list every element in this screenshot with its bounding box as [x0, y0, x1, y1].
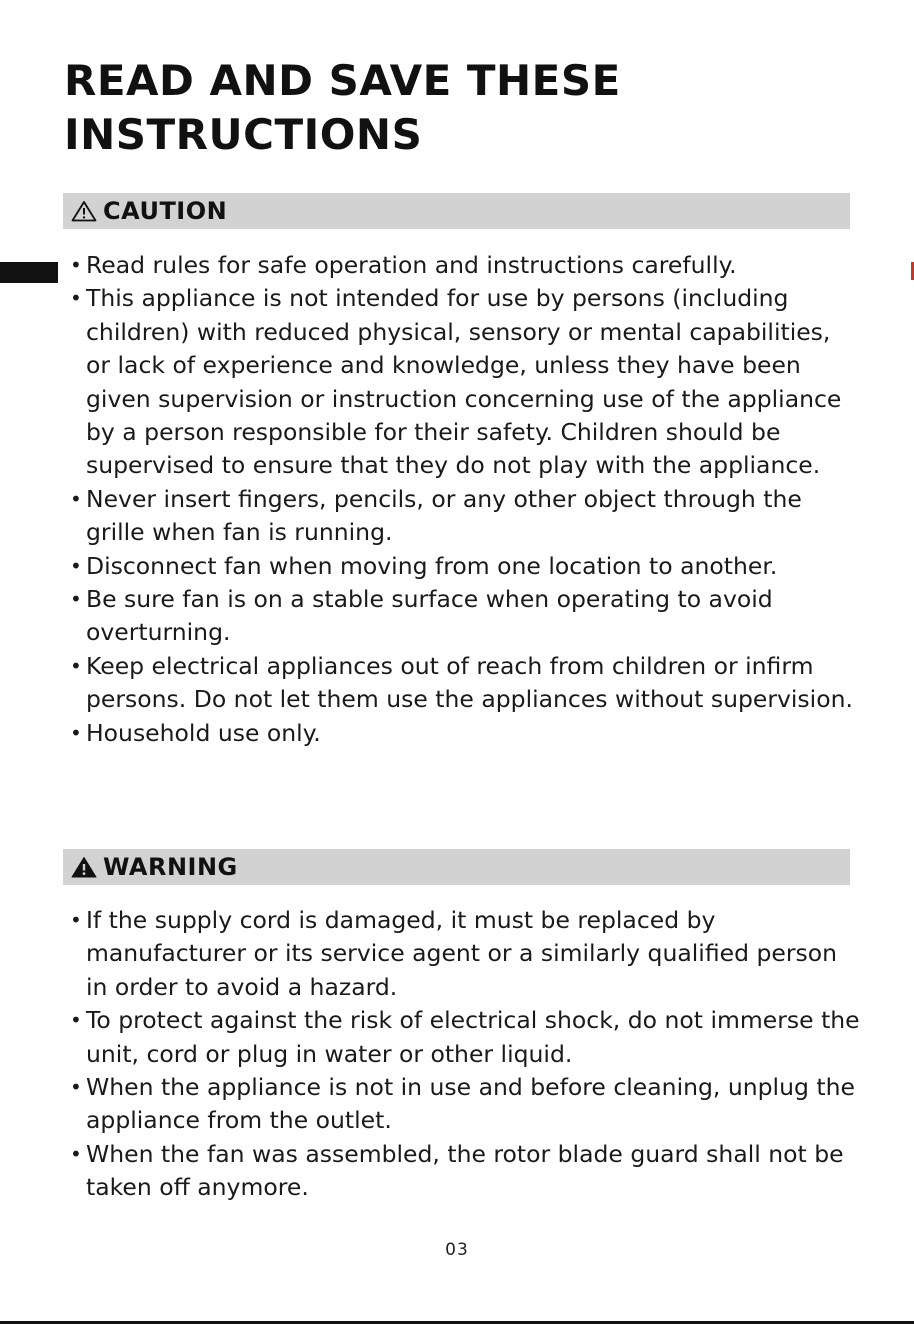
caution-item [70, 282, 860, 482]
caution-header [63, 193, 850, 229]
bullet: • [70, 486, 82, 511]
caution-item [70, 583, 860, 650]
warning-list [70, 904, 860, 1205]
caution-item-text: Disconnect fan when moving from one location to another. [86, 551, 778, 580]
caution-item-text: Read rules for safe operation and instructions carefully. [86, 251, 737, 279]
caution-item-text: Never insert fingers, pencils, or any other object through the grille when fan is running. [86, 484, 802, 547]
warning-item [70, 904, 860, 1004]
warning-item [70, 1004, 860, 1071]
bullet: • [70, 1141, 82, 1166]
bullet: • [70, 286, 82, 311]
caution-triangle-outline-icon [71, 200, 97, 222]
caution-item-text: Be sure fan is on a stable surface when operating to avoid overturning. [86, 585, 773, 647]
caution-item [70, 550, 860, 583]
bullet: • [70, 1008, 82, 1033]
page-title-line-2: INSTRUCTIONS [64, 110, 423, 159]
bullet: • [70, 720, 82, 745]
caution-item [70, 717, 860, 750]
bullet: • [70, 1075, 82, 1100]
caution-item [70, 483, 860, 550]
warning-item-text: When the appliance is not in use and before cleaning, unplug the appliance from the outlet. [86, 1073, 855, 1135]
warning-item [70, 1138, 860, 1205]
caution-item-text: Keep electrical appliances out of reach from children or infirm persons. Do not let them use the appliances without supervision. [86, 651, 853, 714]
bullet: • [70, 908, 82, 932]
page-edge-tab [0, 262, 58, 283]
page-title-line-1: READ AND SAVE THESE [64, 56, 621, 105]
warning-item-text: To protect against the risk of electrical shock, do not immerse the unit, cord or plug in water or other liquid. [86, 1006, 860, 1068]
bullet: • [70, 587, 82, 612]
caution-item-text: This appliance is not intended for use by persons (including children) with reduced physical, sensory or mental capabilities, or lack of experience and knowledge, unless they have been given supervision or instruction concerning use of the appliance by a person responsible for their safety. Children should be supervised to ensure that they do not play with the appliance. [86, 284, 842, 480]
warning-item [70, 1071, 860, 1138]
caution-list [70, 249, 860, 750]
warning-item-text: When the fan was assembled, the rotor blade guard shall not be taken off anymore. [86, 1139, 844, 1202]
caution-item-text: Household use only. [86, 718, 321, 747]
caution-item [70, 249, 860, 282]
warning-label: WARNING [103, 853, 238, 881]
page-number: 03 [445, 1240, 469, 1260]
warning-header [63, 849, 850, 885]
warning-triangle-filled-icon [71, 856, 97, 878]
warning-item-text: If the supply cord is damaged, it must be replaced by manufacturer or its service agent or a similarly qualified person in order to avoid a hazard. [86, 906, 838, 1001]
caution-item [70, 650, 860, 717]
bullet: • [70, 653, 82, 678]
caution-label: CAUTION [103, 197, 228, 225]
bullet: • [70, 553, 82, 578]
page-title [64, 54, 844, 162]
bullet: • [70, 253, 82, 277]
